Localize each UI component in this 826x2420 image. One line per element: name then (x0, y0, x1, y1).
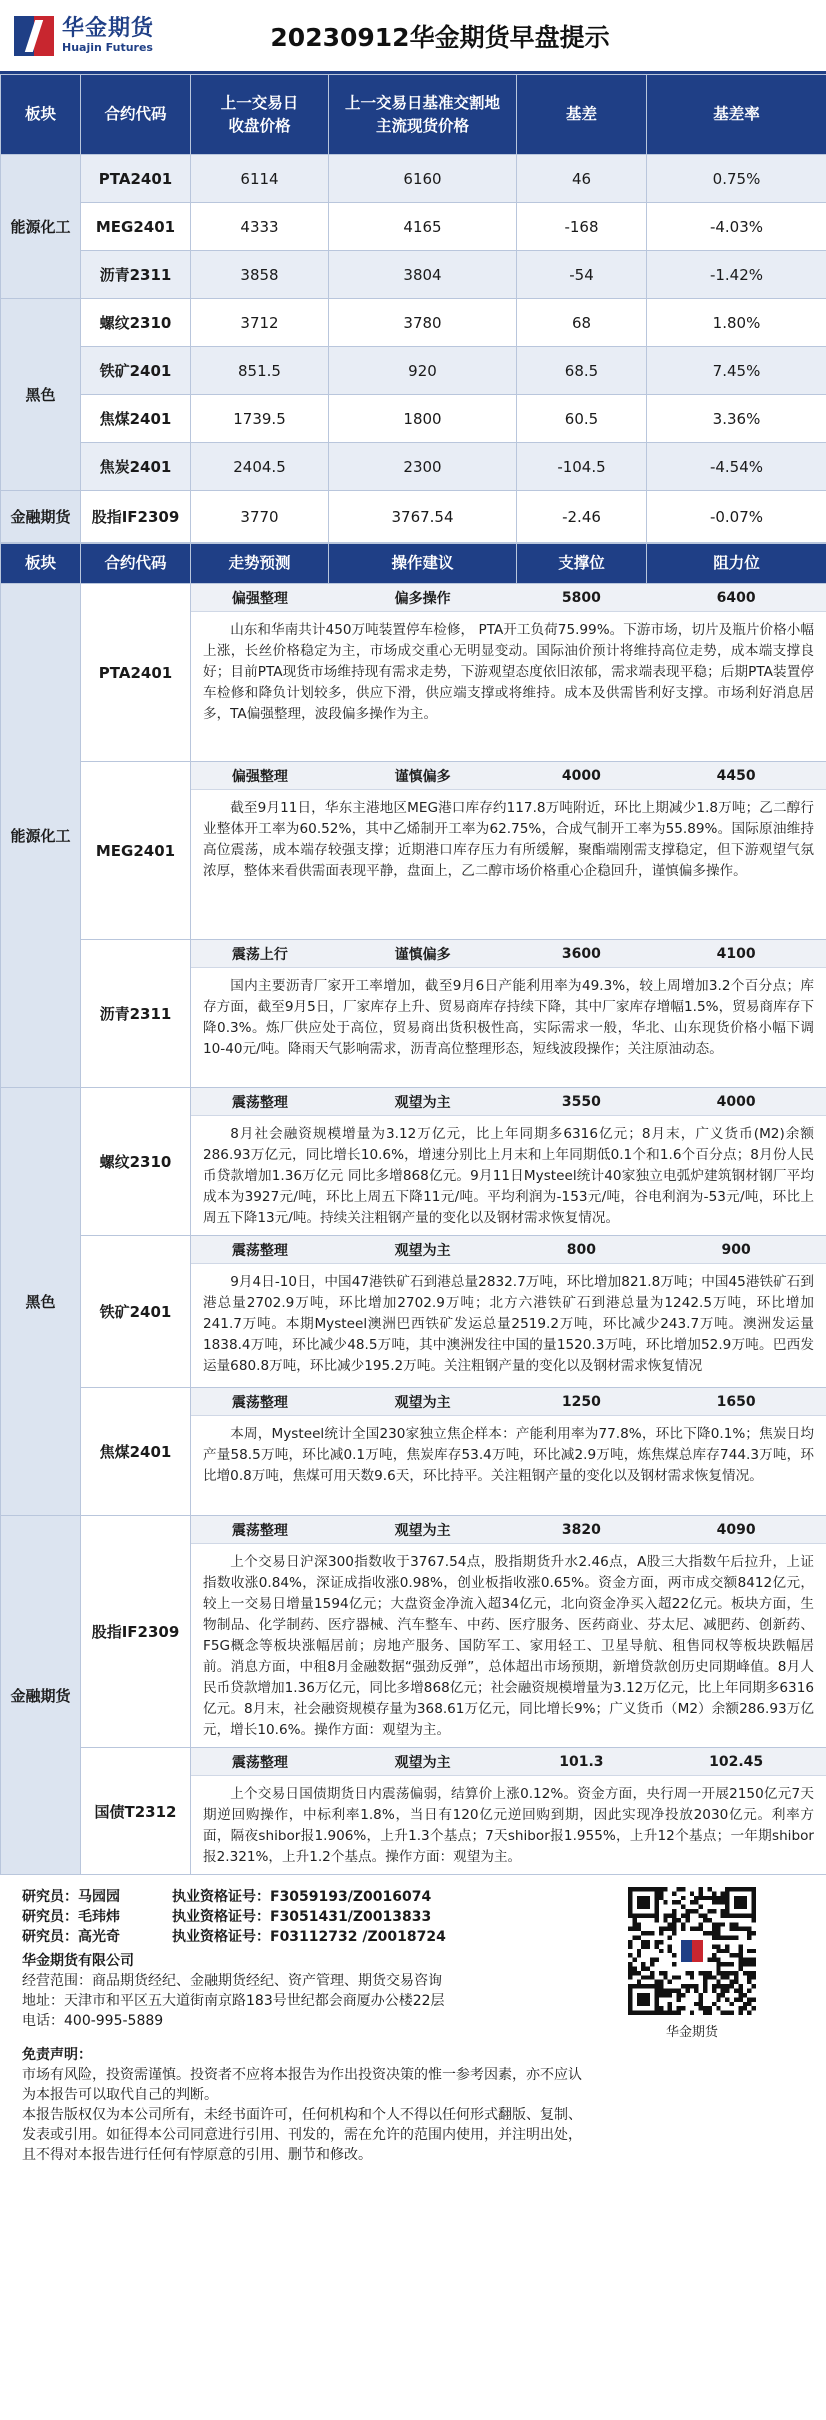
analysis-summary (191, 762, 826, 790)
disclaimer-line-1: 市场有风险，投资需谨慎。投资者不应将本报告为作出投资决策的惟一参考因素，亦不应认为本报告可以取代自己的判断。 (22, 2067, 582, 2103)
cell-code: 沥青2311 (81, 251, 191, 299)
basis-header-row (1, 75, 826, 155)
cell-trend: 震荡整理 (231, 1394, 288, 1411)
table-row (1, 1388, 826, 1516)
cell-spot: 3767.54 (329, 491, 517, 543)
cell-trend: 震荡整理 (231, 1094, 288, 1111)
business-scope: 经营范围：商品期货经纪、金融期货经纪、资产管理、期货交易咨询 (22, 1973, 442, 1989)
sector-cell: 金融期货 (1, 491, 81, 543)
cell-advice: 观望为主 (394, 1522, 451, 1539)
column-header: 上一交易日基准交割地 主流现货价格 (329, 75, 517, 155)
cell-rate: 3.36% (647, 395, 826, 443)
cell-code: PTA2401 (81, 155, 191, 203)
cell-rate: 1.80% (647, 299, 826, 347)
cell-trend: 偏强整理 (231, 590, 288, 607)
cell-advice: 观望为主 (394, 1394, 451, 1411)
cell-support: 4000 (561, 767, 601, 784)
cell-trend: 震荡上行 (231, 946, 288, 963)
cell-support: 3550 (561, 1093, 601, 1110)
analysis-summary (191, 1516, 826, 1544)
cell-support: 1250 (561, 1393, 601, 1410)
report-footer (0, 1875, 826, 2165)
cell-rate: -4.03% (647, 203, 826, 251)
cell-code: 铁矿2401 (81, 1236, 191, 1388)
company-name: 华金期货有限公司 (22, 1953, 134, 1969)
cell-resistance: 102.45 (709, 1753, 764, 1770)
table-row (1, 762, 826, 940)
cell-code: 沥青2311 (81, 940, 191, 1088)
analysis-text: 国内主要沥青厂家开工率增加，截至9月6日产能利用率为49.3%，较上周增加3.2个百分点；库存方面，截至9月5日，厂家库存上升、贸易商库存持续下降，其中厂家库存增幅1.5%，贸易商库存下降0.3%。炼厂供应处于高位，贸易商出货积极性高，实际需求一般，华北、山东现货价格小幅下调10-40元/吨。降雨天气影响需求，沥青高位整理形态，短线波段操作；关注原油动态。 (203, 978, 814, 1057)
cell-rate: -1.42% (647, 251, 826, 299)
column-header: 板块 (1, 75, 81, 155)
analysis-cell (191, 1748, 826, 1875)
cell-spot: 2300 (329, 443, 517, 491)
analysis-cell (191, 584, 826, 762)
table-row (1, 251, 826, 299)
report-title: 20230912华金期货早盘提示 (270, 22, 610, 52)
logo-en: Huajin Futures (62, 40, 153, 54)
cell-support: 101.3 (559, 1753, 604, 1770)
cell-trend: 震荡整理 (231, 1242, 288, 1259)
cell-trend: 震荡整理 (231, 1754, 288, 1771)
cell-close: 851.5 (191, 347, 329, 395)
cell-spot: 4165 (329, 203, 517, 251)
column-header: 走势预测 (191, 544, 329, 584)
column-header: 基差率 (647, 75, 826, 155)
cell-resistance: 900 (721, 1241, 751, 1258)
cell-close: 1739.5 (191, 395, 329, 443)
table-row (1, 1088, 826, 1236)
cell-close: 3712 (191, 299, 329, 347)
cell-basis: 60.5 (517, 395, 647, 443)
cell-support: 3820 (561, 1521, 601, 1538)
cell-close: 2404.5 (191, 443, 329, 491)
analysis-summary (191, 1236, 826, 1264)
analysis-cell (191, 1236, 826, 1388)
cell-advice: 谨慎偏多 (394, 768, 451, 785)
researcher-name: 研究员：毛玮炜 (22, 1909, 120, 1925)
cell-spot: 6160 (329, 155, 517, 203)
cell-advice: 偏多操作 (394, 590, 451, 607)
analysis-summary (191, 1748, 826, 1776)
cell-resistance: 4450 (716, 767, 756, 784)
company-phone: 电话：400-995-5889 (22, 2013, 164, 2029)
cell-close: 4333 (191, 203, 329, 251)
analysis-cell (191, 940, 826, 1088)
cell-basis: 68.5 (517, 347, 647, 395)
cell-trend: 震荡整理 (231, 1522, 288, 1539)
analysis-text: 山东和华南共计450万吨装置停车检修， PTA开工负荷75.99%。下游市场，切片及瓶片价格小幅上涨，长丝价格稳定为主，市场成交重心无明显变动。国际油价预计将维持高位走势，成本端支撑良好；目前PTA现货市场维持现有需求走势，下游观望态度依旧浓郁，需求端表现平稳；后期PTA装置停车检修和降负计划较多，供应下滑，供应端支撑或将维持。成本及供需皆利好支撑。市场利好消息居多，TA偏强整理，波段偏多操作为主。 (203, 622, 814, 722)
cell-trend: 偏强整理 (231, 768, 288, 785)
researcher-cert: 执业资格证号：F3051431/Z0013833 (172, 1909, 432, 1925)
cell-basis: -2.46 (517, 491, 647, 543)
column-header: 合约代码 (81, 75, 191, 155)
cell-code: 焦煤2401 (81, 395, 191, 443)
cell-code: MEG2401 (81, 762, 191, 940)
analysis-summary (191, 940, 826, 968)
report-header (0, 0, 826, 74)
logo-cn: 华金期货 (62, 16, 155, 42)
column-header: 上一交易日 收盘价格 (191, 75, 329, 155)
table-row (1, 347, 826, 395)
cell-spot: 1800 (329, 395, 517, 443)
cell-code: 铁矿2401 (81, 347, 191, 395)
column-header: 操作建议 (329, 544, 517, 584)
cell-basis: -168 (517, 203, 647, 251)
sector-cell: 黑色 (1, 1088, 81, 1516)
column-header: 阻力位 (647, 544, 826, 584)
table-row (1, 940, 826, 1088)
cell-rate: -4.54% (647, 443, 826, 491)
table-row (1, 299, 826, 347)
company-logo (14, 16, 204, 56)
cell-spot: 3804 (329, 251, 517, 299)
cell-basis: 46 (517, 155, 647, 203)
sector-cell: 能源化工 (1, 584, 81, 1088)
analysis-text: 上个交易日国债期货日内震荡偏弱，结算价上涨0.12%。资金方面，央行周一开展2150亿元7天期逆回购操作，中标利率1.8%，当日有120亿元逆回购到期，因此实现净投放2030亿元。利率方面，隔夜shibor报1.906%，上升1.3个基点；7天shibor报1.955%，上升12个基点；一年期shibor报2.321%，上升1.2个基点。操作方面：观望为主。 (203, 1786, 814, 1865)
cell-advice: 谨慎偏多 (394, 946, 451, 963)
cell-advice: 观望为主 (394, 1094, 451, 1111)
cell-support: 800 (566, 1241, 596, 1258)
cell-resistance: 4100 (716, 945, 756, 962)
sector-cell: 金融期货 (1, 1516, 81, 1875)
cell-support: 3600 (561, 945, 601, 962)
analysis-text: 上个交易日沪深300指数收于3767.54点，股指期货升水2.46点，A股三大指数午后拉升，上证指数收涨0.84%，深证成指收涨0.98%，创业板指收涨0.65%。资金方面，两市成交额8412亿元，较上一交易日增量1594亿元；大盘资金净流入超34亿元，北向资金净买入超22亿元。板块方面，生物制品、化学制药、医疗器械、汽车整车、中药、医疗服务、医药商业、芬太尼、减肥药、创新药、F5G概念等板块涨幅居前；房地产服务、国防军工、家用轻工、卫星导航、租售同权等板块跌幅居前。消息方面，中租8月金融数据“强劲反弹”，总体超出市场预期，新增贷款创历史同期峰值。8月人民币贷款增加1.36万亿元，同比多增868亿元；社会融资规模增量为3.12万亿元，比上年同期多6316亿元。8月末，社会融资规模存量为368.61万亿元，同比增长9%；广义货币（M2）余额286.93万亿元，增长10.6%。操作方面：观望为主。 (203, 1554, 814, 1738)
analysis-text: 截至9月11日，华东主港地区MEG港口库存约117.8万吨附近，环比上期减少1.8万吨；乙二醇行业整体开工率为60.52%，其中乙烯制开工率为62.75%，合成气制开工率为55.89%。国际原油维持高位震荡，成本端存较强支撑；近期港口库存压力有所缓解，聚酯端刚需支撑稳定，但下游观望气氛浓厚，整体来看供需面表现平静，盘面上，乙二醇市场价格重心企稳回升，谨慎偏多操作。 (203, 800, 814, 879)
disclaimer-line-2: 本报告版权仅为本公司所有，未经书面许可，任何机构和个人不得以任何形式翻版、复制、发表或引用。如征得本公司同意进行引用、刊发的，需在允许的范围内使用，并注明出处，且不得对本报告进行任何有悖原意的引用、删节和修改。 (22, 2107, 582, 2163)
researcher-name: 研究员：马园园 (22, 1889, 120, 1905)
cell-basis: -54 (517, 251, 647, 299)
cell-close: 3858 (191, 251, 329, 299)
analysis-header-row (1, 544, 826, 584)
cell-rate: 0.75% (647, 155, 826, 203)
researcher-cert: 执业资格证号：F03112732 /Z0018724 (172, 1929, 446, 1945)
cell-code: 国债T2312 (81, 1748, 191, 1875)
company-address: 地址：天津市和平区五大道街南京路183号世纪都会商厦办公楼22层 (22, 1993, 445, 2009)
cell-code: 焦煤2401 (81, 1388, 191, 1516)
table-row (1, 443, 826, 491)
column-header: 板块 (1, 544, 81, 584)
table-row (1, 155, 826, 203)
cell-advice: 观望为主 (394, 1242, 451, 1259)
analysis-summary (191, 584, 826, 612)
cell-code: 焦炭2401 (81, 443, 191, 491)
column-header: 基差 (517, 75, 647, 155)
analysis-text: 本周，Mysteel统计全国230家独立焦企样本：产能利用率为77.8%，环比下降0.1%；焦炭日均产量58.5万吨，环比减0.1万吨，焦炭库存53.4万吨，环比减2.9万吨，炼焦煤总库存744.3万吨，环比增0.8万吨，焦煤可用天数9.6天，环比持平。关注粗钢产量的变化以及钢材需求恢复情况。 (203, 1426, 814, 1484)
sector-cell: 能源化工 (1, 155, 81, 299)
cell-rate: 7.45% (647, 347, 826, 395)
cell-spot: 3780 (329, 299, 517, 347)
cell-basis: 68 (517, 299, 647, 347)
cell-resistance: 1650 (716, 1393, 756, 1410)
researcher-name: 研究员：高光奇 (22, 1929, 120, 1945)
analysis-table (0, 543, 826, 1875)
analysis-cell (191, 1088, 826, 1236)
researcher-cert: 执业资格证号：F3059193/Z0016074 (172, 1889, 432, 1905)
analysis-summary (191, 1388, 826, 1416)
cell-rate: -0.07% (647, 491, 826, 543)
cell-code: 股指IF2309 (81, 1516, 191, 1748)
cell-resistance: 6400 (716, 589, 756, 606)
cell-basis: -104.5 (517, 443, 647, 491)
cell-close: 6114 (191, 155, 329, 203)
table-row (1, 491, 826, 543)
qr-label: 华金期货 (665, 2025, 718, 2040)
disclaimer-title: 免责声明： (22, 2047, 92, 2063)
cell-advice: 观望为主 (394, 1754, 451, 1771)
cell-resistance: 4000 (716, 1093, 756, 1110)
analysis-cell (191, 1388, 826, 1516)
logo-mark-icon (14, 16, 54, 56)
table-row (1, 584, 826, 762)
analysis-cell (191, 1516, 826, 1748)
table-row (1, 203, 826, 251)
cell-code: 螺纹2310 (81, 299, 191, 347)
cell-close: 3770 (191, 491, 329, 543)
cell-code: 股指IF2309 (81, 491, 191, 543)
table-row (1, 395, 826, 443)
column-header: 合约代码 (81, 544, 191, 584)
cell-code: MEG2401 (81, 203, 191, 251)
table-row (1, 1748, 826, 1875)
analysis-summary (191, 1088, 826, 1116)
analysis-text: 9月4日-10日，中国47港铁矿石到港总量2832.7万吨，环比增加821.8万吨；中国45港铁矿石到港总量2702.9万吨，环比增加2702.9万吨；北方六港铁矿石到港总量为1242.5万吨，环比增加241.7万吨。本期Mysteel澳洲巴西铁矿发运总量2519.2万吨，环比减少243.7万吨。澳洲发运量1838.4万吨，环比减少48.5万吨，其中澳洲发往中国的量1520.3万吨，环比增加52.9万吨。巴西发运量680.8万吨，环比减少195.2万吨。关注粗钢产量的变化以及钢材需求恢复情况 (203, 1274, 814, 1374)
sector-cell: 黑色 (1, 299, 81, 491)
cell-spot: 920 (329, 347, 517, 395)
table-row (1, 1236, 826, 1388)
cell-resistance: 4090 (716, 1521, 756, 1538)
basis-table (0, 74, 826, 543)
analysis-cell (191, 762, 826, 940)
column-header: 支撑位 (517, 544, 647, 584)
cell-code: PTA2401 (81, 584, 191, 762)
cell-code: 螺纹2310 (81, 1088, 191, 1236)
table-row (1, 1516, 826, 1748)
qr-code-icon (628, 1887, 756, 2015)
analysis-text: 8月社会融资规模增量为3.12万亿元，比上年同期多6316亿元；8月末，广义货币(M2)余额286.93万亿元，同比增长10.6%，增速分别比上月末和上年同期低0.1个和1.6个百分点；8月份人民币贷款增加1.36万亿元 同比多增868亿元。9月11日Mysteel统计40家独立电弧炉建筑钢材钢厂平均成本为3927元/吨，环比上周五下降11元/吨。平均利润为-153元/吨，谷电利润为-53元/吨，环比上周五下降13元/吨。持续关注粗钢产量的变化以及钢材需求恢复情况。 (203, 1126, 814, 1226)
cell-support: 5800 (561, 589, 601, 606)
